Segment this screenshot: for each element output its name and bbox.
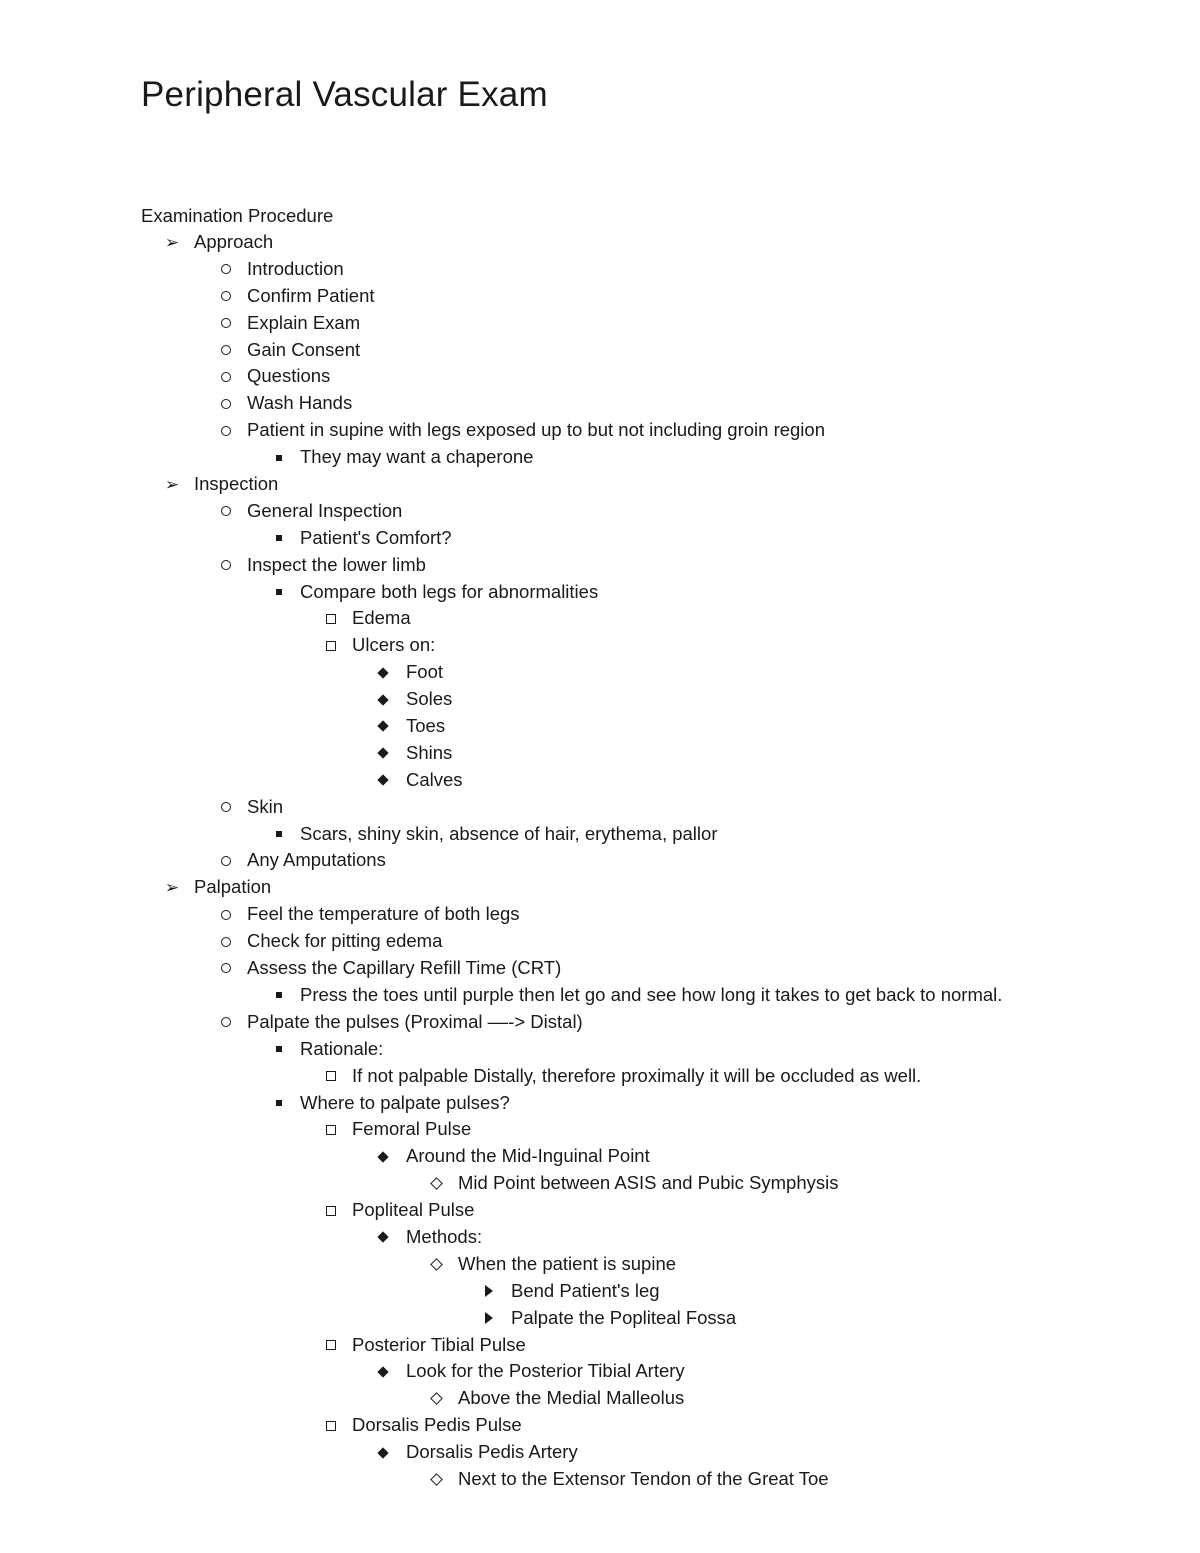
circle-bullet-icon xyxy=(216,955,236,982)
outline-item-text: Where to palpate pulses? xyxy=(300,1091,510,1113)
circle-bullet-icon xyxy=(216,363,236,390)
outline-item-text: Bend Patient's leg xyxy=(511,1279,660,1301)
outline-item-text: Wash Hands xyxy=(247,392,353,414)
circle-bullet-icon xyxy=(216,256,236,283)
outline-item-text: Rationale: xyxy=(300,1037,384,1059)
outline-item-text: Inspect the lower limb xyxy=(247,553,426,575)
circle-bullet-icon xyxy=(216,552,236,579)
outline-item-text: Palpate the pulses (Proximal ––-> Distal) xyxy=(247,1010,583,1032)
outline-item-text: When the patient is supine xyxy=(458,1252,677,1274)
outline-item xyxy=(0,794,1200,821)
square-bullet-icon xyxy=(269,982,289,1009)
outline-item-text: Patient in supine with legs exposed up to but not including groin region xyxy=(247,419,825,441)
outline-item-text: Gain Consent xyxy=(247,338,361,360)
outline-item-text: Scars, shiny skin, absence of hair, erythema, pallor xyxy=(300,822,718,844)
outline-item xyxy=(0,1358,1200,1385)
square-bullet-icon xyxy=(269,444,289,471)
outline-item xyxy=(0,1224,1200,1251)
outline-item xyxy=(0,1116,1200,1143)
outline-item xyxy=(0,1197,1200,1224)
open-square-bullet-icon xyxy=(321,1412,341,1439)
outline-item-text: Methods: xyxy=(406,1225,483,1247)
outline-item xyxy=(0,1412,1200,1439)
document-title: Peripheral Vascular Exam xyxy=(141,75,548,114)
outline-item-text: Explain Exam xyxy=(247,311,361,333)
outline-item-text: Approach xyxy=(194,231,274,252)
outline-item xyxy=(0,1305,1200,1332)
square-bullet-icon xyxy=(269,525,289,552)
outline-item xyxy=(0,928,1200,955)
circle-bullet-icon xyxy=(216,390,236,417)
outline-item-text: Ulcers on: xyxy=(352,634,436,656)
square-bullet-icon xyxy=(269,1036,289,1063)
outline-item xyxy=(0,310,1200,337)
outline-item xyxy=(0,901,1200,928)
outline-item xyxy=(0,955,1200,982)
outline-item-text: Assess the Capillary Refill Time (CRT) xyxy=(247,957,562,979)
outline-item-text: Dorsalis Pedis Artery xyxy=(406,1441,578,1463)
circle-bullet-icon xyxy=(216,283,236,310)
outline-item-text: Feel the temperature of both legs xyxy=(247,903,520,925)
outline-item xyxy=(0,579,1200,606)
square-bullet-icon xyxy=(269,1090,289,1117)
outline-item-text: Shins xyxy=(406,741,453,763)
triangle-bullet-icon xyxy=(479,1278,499,1305)
outline-item-text: Skin xyxy=(247,795,283,817)
outline-item xyxy=(0,498,1200,525)
outline-item-text: Calves xyxy=(406,768,463,790)
outline-item-text: Above the Medial Malleolus xyxy=(458,1387,685,1409)
open-square-bullet-icon xyxy=(321,1332,341,1359)
outline-item-text: Any Amputations xyxy=(247,849,386,871)
triangle-bullet-icon xyxy=(479,1305,499,1332)
outline-item xyxy=(0,821,1200,848)
circle-bullet-icon xyxy=(216,498,236,525)
arrow-bullet-icon: ➢ xyxy=(164,232,180,252)
outline-item xyxy=(0,283,1200,310)
outline-item xyxy=(0,740,1200,767)
outline-item xyxy=(0,417,1200,444)
outline-item xyxy=(0,256,1200,283)
outline-item xyxy=(0,847,1200,874)
diamond-bullet-icon xyxy=(373,740,393,767)
diamond-bullet-icon xyxy=(373,1224,393,1251)
outline-item xyxy=(0,390,1200,417)
outline-item xyxy=(0,552,1200,579)
outline-item-text: Edema xyxy=(352,607,411,629)
outline-item xyxy=(0,363,1200,390)
outline-item-text: Palpation xyxy=(194,876,272,898)
outline-item-text: Soles xyxy=(406,688,453,710)
outline-item xyxy=(0,632,1200,659)
arrow-bullet-icon: ➢ xyxy=(164,474,180,494)
outline-item-text: Press the toes until purple then let go and see how long it takes to get back to normal. xyxy=(300,983,1003,1005)
outline-item-text: Introduction xyxy=(247,257,344,279)
diamond-bullet-icon xyxy=(373,1358,393,1385)
open-square-bullet-icon xyxy=(321,1116,341,1143)
circle-bullet-icon xyxy=(216,310,236,337)
outline-item xyxy=(0,1090,1200,1117)
open-diamond-bullet-icon xyxy=(426,1251,446,1278)
outline-item xyxy=(0,1278,1200,1305)
circle-bullet-icon xyxy=(216,1009,236,1036)
outline-item xyxy=(0,1439,1200,1466)
outline-item xyxy=(0,767,1200,794)
outline-item-text: Check for pitting edema xyxy=(247,930,443,952)
diamond-bullet-icon xyxy=(373,767,393,794)
circle-bullet-icon xyxy=(216,928,236,955)
outline-item xyxy=(0,444,1200,471)
diamond-bullet-icon xyxy=(373,686,393,713)
outline-item xyxy=(0,1036,1200,1063)
arrow-bullet-icon: ➢ xyxy=(164,878,180,898)
outline-item xyxy=(0,874,1200,901)
outline-item-text: Around the Mid-Inguinal Point xyxy=(406,1145,650,1167)
outline-item xyxy=(0,1466,1200,1493)
outline-item xyxy=(0,337,1200,364)
circle-bullet-icon xyxy=(216,794,236,821)
outline-item-text: Mid Point between ASIS and Pubic Symphysis xyxy=(458,1172,839,1194)
outline-item xyxy=(0,525,1200,552)
diamond-bullet-icon xyxy=(373,659,393,686)
outline-item xyxy=(0,659,1200,686)
outline-item xyxy=(0,1332,1200,1359)
outline-item xyxy=(0,1063,1200,1090)
outline-item-text: Patient's Comfort? xyxy=(300,526,452,548)
outline-item xyxy=(0,229,1200,256)
outline-item xyxy=(0,686,1200,713)
open-square-bullet-icon xyxy=(321,632,341,659)
outline-item xyxy=(0,982,1200,1009)
outline-item-text: Dorsalis Pedis Pulse xyxy=(352,1414,522,1436)
outline-item-text: Posterior Tibial Pulse xyxy=(352,1333,526,1355)
outline-item-text: They may want a chaperone xyxy=(300,446,534,468)
open-square-bullet-icon xyxy=(321,1197,341,1224)
outline-item-text: Palpate the Popliteal Fossa xyxy=(511,1306,737,1328)
diamond-bullet-icon xyxy=(373,1439,393,1466)
outline-item xyxy=(0,1385,1200,1412)
circle-bullet-icon xyxy=(216,417,236,444)
outline-item-text: Look for the Posterior Tibial Artery xyxy=(406,1360,685,1382)
outline-item-text: Toes xyxy=(406,715,446,737)
outline-item xyxy=(0,471,1200,498)
circle-bullet-icon xyxy=(216,901,236,928)
outline-item xyxy=(0,605,1200,632)
outline-item-text: Compare both legs for abnormalities xyxy=(300,580,599,602)
open-diamond-bullet-icon xyxy=(426,1385,446,1412)
square-bullet-icon xyxy=(269,821,289,848)
section-heading: Examination Procedure xyxy=(141,205,334,226)
outline-item-text: Confirm Patient xyxy=(247,284,375,306)
circle-bullet-icon xyxy=(216,847,236,874)
outline-item xyxy=(0,1143,1200,1170)
outline-list xyxy=(0,229,1200,1493)
circle-bullet-icon xyxy=(216,337,236,364)
diamond-bullet-icon xyxy=(373,1143,393,1170)
outline-item-text: Questions xyxy=(247,365,331,387)
outline-item-text: Foot xyxy=(406,661,444,683)
outline-item xyxy=(0,1170,1200,1197)
outline-item-text: If not palpable Distally, therefore proximally it will be occluded as well. xyxy=(352,1064,922,1086)
outline-item-text: Femoral Pulse xyxy=(352,1118,472,1140)
square-bullet-icon xyxy=(269,579,289,606)
diamond-bullet-icon xyxy=(373,713,393,740)
open-diamond-bullet-icon xyxy=(426,1466,446,1493)
open-square-bullet-icon xyxy=(321,1063,341,1090)
outline-item-text: General Inspection xyxy=(247,499,403,521)
outline-item-text: Next to the Extensor Tendon of the Great Toe xyxy=(458,1467,829,1489)
outline-item-text: Popliteal Pulse xyxy=(352,1199,475,1221)
outline-item-text: Inspection xyxy=(194,473,279,495)
outline-item xyxy=(0,713,1200,740)
outline-item xyxy=(0,1009,1200,1036)
outline-item xyxy=(0,1251,1200,1278)
open-diamond-bullet-icon xyxy=(426,1170,446,1197)
open-square-bullet-icon xyxy=(321,605,341,632)
